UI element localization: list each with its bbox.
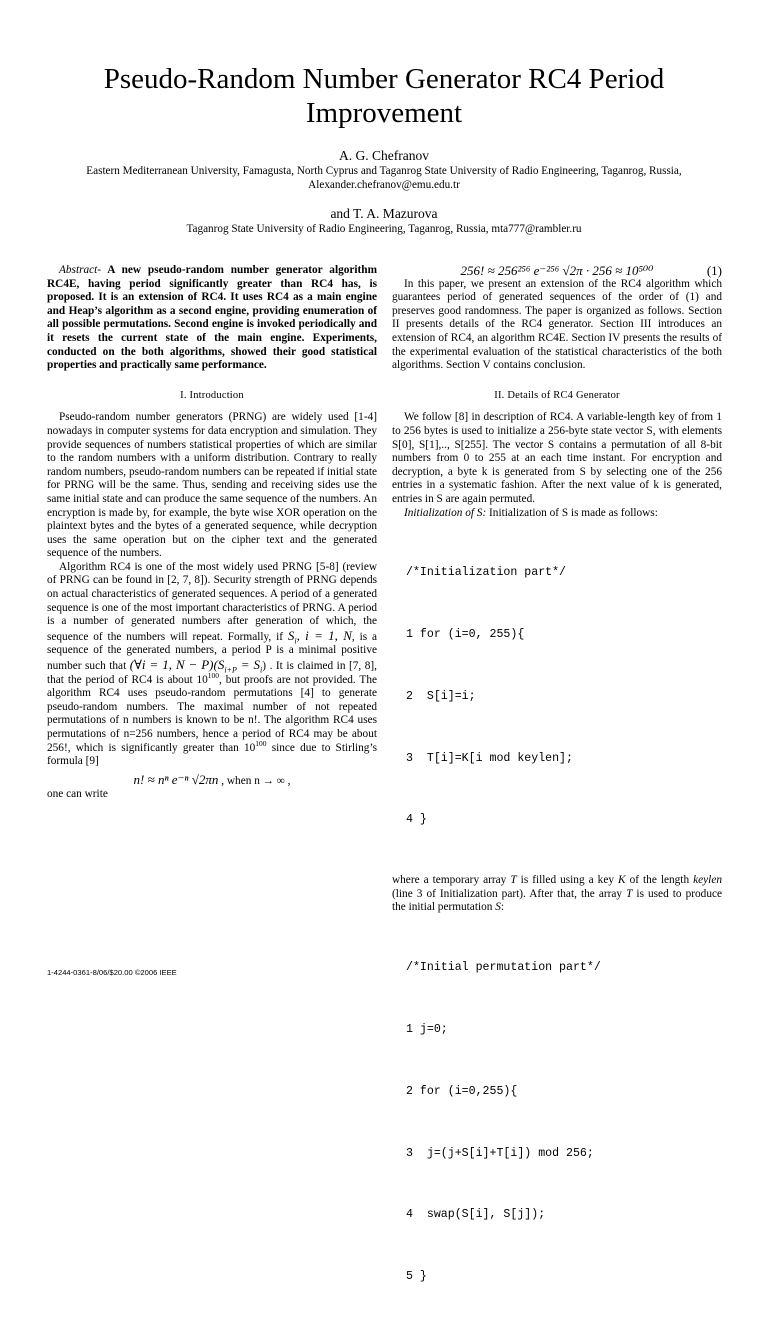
initialization-label: Initialization of S: (404, 506, 487, 519)
var-T: T (510, 874, 517, 887)
text-fragment: is filled using a key (516, 874, 619, 887)
intro-p2-part-b: , is a sequence of the generated numbers, a period P is a minimal positive number such that (47, 630, 377, 673)
stirling-tail: , when n → ∞ , (221, 774, 291, 787)
copyright-footer: 1-4244-0361-8/06/$20.00 ©2006 IEEE (47, 968, 177, 977)
after-init-paragraph (392, 874, 722, 915)
intro-p2-part-c: ) . It is claimed in [7, 8], that the period of RC4 is about 10 (47, 660, 377, 686)
code-line: 1 for (i=0, 255){ (406, 628, 525, 642)
text-fragment: of the length (625, 874, 694, 887)
section-1-heading: I. Introduction (180, 389, 244, 401)
code-line: 1 j=0; (406, 1022, 448, 1036)
abstract-text: A new pseudo-random number generator algorithm RC4E, having period significantly greater than RC4 has, is proposed. It is an extension of RC4. It uses RC4 as a main engine and Heap’s algorithm as a second engine, providing enumeration of all possible permutations. Second engine is invoked periodically and it resets the current state of the main engine. Experiments, conducted on the both algorithms, showed their good statistical properties and practically same performance. (47, 264, 377, 372)
var-K: K (618, 874, 626, 887)
text-fragment: where a temporary array (392, 874, 511, 887)
formula-period-main: (∀i = 1, N − P)(S (129, 657, 225, 673)
equation-1 (392, 264, 722, 278)
code-line: 4 swap(S[i], S[j]); (406, 1208, 546, 1222)
intro-paragraph-1: Pseudo-random number generators (PRNG) are widely used [1-4] nowadays in computer systems for data encryption and simulation. They provide sequences of numbers statistical properties of which are similar to the random numbers with a uniform distribution. Contrary to really random numbers, pseudo-random numbers can be repeated if initial state for PRNG will be the same. Thus, sending and receiving sides use the same initial state and can produce the same sequence of the numbers. An encryption is made by, for example, the byte wise XOR operation on the plaintext bytes and the bytes of a generated sequence, while decryption uses the same operation but on the cipher text and the generated sequence of the numbers. (47, 411, 377, 560)
author-1-name: A. G. Chefranov (339, 148, 429, 163)
author-2-affiliation: Taganrog State University of Radio Engineering, Taganrog, Russia, mta777@rambler.ru (186, 223, 582, 235)
stirling-formula (47, 773, 377, 789)
right-column (392, 264, 722, 1329)
text-fragment: : (500, 901, 505, 914)
intro-p2-part-d: , but proofs are not provided. The algorithm RC4 uses pseudo-random permutations [4] to generate pseudo-random numbers. The maximal number of not repeated permutations of n numbers is known to be n!. The algorithm RC4 uses permutations of n=256 numbers, hence a period of RC4 may be about 256!, which is significantly greater than 10 (47, 673, 377, 754)
code-line: 2 for (i=0,255){ (406, 1084, 518, 1098)
superscript-100-b: 100 (255, 738, 267, 748)
formula-period-sub2: i (260, 665, 263, 675)
text-fragment: is used to produce the initial permutation (392, 887, 722, 914)
var-S: S (495, 901, 501, 914)
abstract-label: Abstract- (59, 264, 102, 276)
code-line: 3 j=(j+S[i]+T[i]) mod 256; (406, 1146, 594, 1160)
formula-seq-sub: i (294, 636, 297, 646)
initialization-intro (392, 507, 722, 521)
formula-period-end: = S (236, 657, 261, 673)
formula-period-sub: i+P (224, 665, 237, 675)
equation-1-expression: 256! ≈ 256²⁵⁶ e⁻²⁵⁶ √2π · 256 ≈ 10⁵⁰⁰ (460, 263, 654, 278)
intro-p2-part-a: Algorithm RC4 is one of the most widely used PRNG [5-8] (review of PRNG can be found in [2, 7, 8]). Security strength of PRNG depends on actual characteristics of generated sequences. A period of a generated sequence is one of the most important characteristics of PRNG. A period is a number of generated numbers after generation of which, the sequence of the numbers will repeat. Formally, if (47, 560, 377, 643)
code-line: /*Initialization part*/ (406, 566, 567, 580)
code-line: 3 T[i]=K[i mod keylen]; (406, 751, 573, 765)
intro-p2-part-e: since due to Stirling’s formula [9] (47, 741, 377, 768)
author-1-affiliation: Eastern Mediterranean University, Famagusta, North Cyprus and Taganrog State University of Radio Engineering, Taganrog, Russia, Alexander.chefranov@emu.edu.tr (86, 165, 682, 191)
rc4-details-paragraph: We follow [8] in description of RC4. A variable-length key of from 1 to 256 bytes is used to initialize a 256-byte state vector S, with elements S[0], S[1],.., S[255]. The vector S contains a permutation of all 8-bit numbers from 0 to 255 at an each time instant. For encryption and decryption, a byte k is generated from S by selecting one of the 256 entries in a systematic fashion. After the next value of k is generated, entries in S are again permuted. (392, 411, 722, 505)
code-initialization (392, 522, 722, 872)
var-T: T (626, 887, 633, 900)
left-column (47, 264, 377, 802)
code-initial-permutation (392, 917, 722, 1329)
formula-sequence (287, 627, 352, 646)
author-2-name: and T. A. Mazurova (330, 206, 438, 221)
intro-paragraph-2 (47, 561, 377, 769)
overview-paragraph: In this paper, we present an extension of the RC4 algorithm which guarantees period of generated sequences of the order of (1) and preserves good randomness. The paper is organized as follows. Section II presents details of the RC4 generator. Section III introduces an extension of RC4, an algorithm RC4E. Section IV presents the results of the experimental evaluation of the statistical characteristics of the both algorithms. Section V contains conclusion. (392, 277, 722, 372)
stirling-expression: n! ≈ nⁿ e⁻ⁿ √2πn (133, 771, 219, 787)
one-can-write: one can write (47, 788, 108, 801)
code-line: 4 } (406, 813, 427, 827)
code-line: 5 } (406, 1270, 427, 1284)
var-keylen: keylen (693, 874, 722, 887)
formula-seq-range: , i = 1, N (296, 627, 352, 643)
equation-1-number: (1) (706, 263, 722, 278)
code-line: /*Initial permutation part*/ (406, 961, 601, 975)
code-line: 2 S[i]=i; (406, 689, 476, 703)
paper-title: Pseudo-Random Number Generator RC4 Period Improvement (103, 63, 665, 129)
section-2-heading: II. Details of RC4 Generator (494, 389, 620, 401)
initialization-text: Initialization of S is made as follows: (486, 506, 658, 519)
text-fragment: (line 3 of Initialization part). After that, the array (392, 887, 627, 900)
abstract (47, 264, 377, 373)
superscript-100-a: 100 (207, 670, 220, 680)
formula-seq-symbol: S (287, 627, 295, 643)
